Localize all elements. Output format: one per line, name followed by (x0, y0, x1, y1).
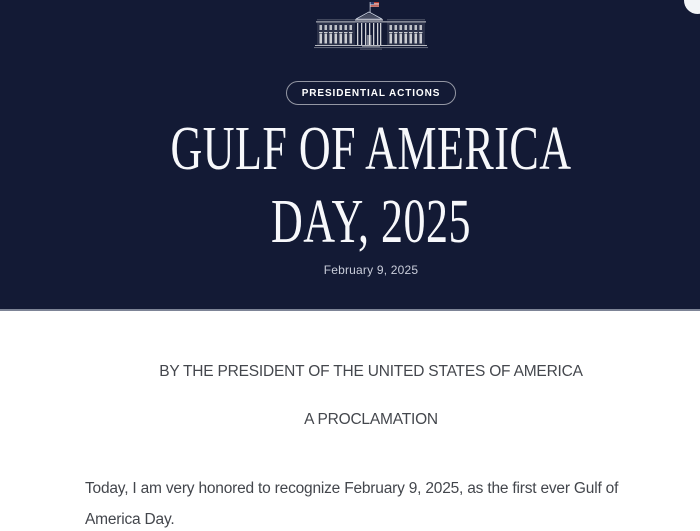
us-flag-icon (370, 2, 379, 13)
publish-date: February 9, 2025 (323, 263, 419, 277)
corner-widget[interactable] (684, 0, 700, 14)
hero-content-column (85, 0, 657, 277)
page-title-line2: DAY, 2025 (270, 186, 472, 257)
page-title-line1: GULF OF AMERICA (170, 113, 572, 184)
proclamation-heading: A PROCLAMATION (304, 411, 438, 428)
article-column (85, 363, 657, 531)
whitehouse-illustration-icon (313, 0, 429, 58)
byline-heading: BY THE PRESIDENT OF THE UNITED STATES OF AMERICA (159, 363, 583, 380)
article-body (0, 311, 700, 531)
article-paragraph: Today, I am very honored to recognize February 9, 2025, as the first ever Gulf of America Day. (85, 480, 619, 528)
page-title (85, 112, 657, 258)
presidential-actions-badge[interactable]: PRESIDENTIAL ACTIONS (286, 81, 457, 105)
whitehouse-logo (85, 0, 657, 58)
